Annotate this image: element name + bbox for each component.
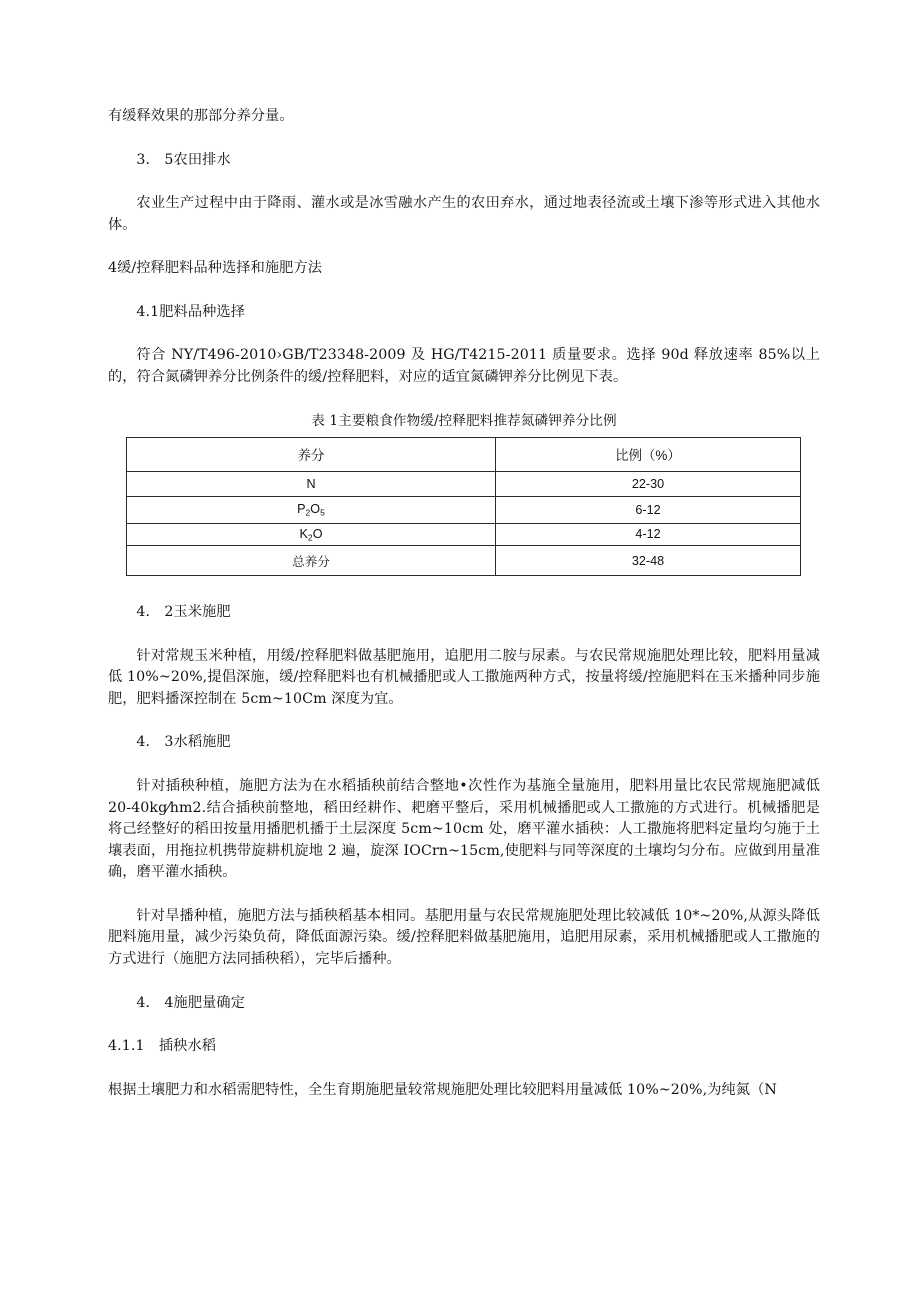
table-row: [127, 523, 801, 545]
table-header-nutrient: 养分: [127, 438, 496, 472]
paragraph-farmland-drainage: 农业生产过程中由于降雨、灌水或是冰雪融水产生的农田弃水，通过地表径流或土壤下渗等形式进入其他水体。: [108, 195, 820, 233]
heading-4-4: 4． 4施肥量确定: [136, 994, 245, 1011]
cell-nutrient-total: 总养分: [127, 546, 496, 576]
table-header-ratio: 比例（%）: [496, 438, 801, 472]
cell-ratio-n: 22-30: [496, 472, 801, 497]
nutrient-ratio-table: [126, 437, 801, 576]
paragraph-dry-seeding-fertilization: 针对旱播种植，施肥方法与插秧稻基本相同。基肥用量与农民常规施肥处理比较减低 10*~20%,从源头降低肥料施用量，减少污染负荷，降低面源污染。缓/控释肥料做基肥施用，追肥用尿素，采用机械播肥或人工撒施的方式进行（施肥方法同插秧稻），完毕后播种。: [108, 907, 820, 967]
paragraph-rice-transplant-fertilization: 针对插秧种植，施肥方法为在水稻插秧前结合整地•次性作为基施全量施用，肥料用量比农民常规施肥减低 20-40kg⁄hm2.结合插秧前整地，稻田经耕作、耙磨平整后，采用机械播肥或人工撒施的方式进行。机械播肥是将己经整好的稻田按量用播肥机播于土层深度 5cm~10cm 处，磨平灌水插秧：人工撒施将肥料定量均匀施于土壤表面，用拖拉机携带旋耕机旋地 2 遍，旋深 IOCrn~15cm,使肥料与同等深度的土壤均匀分布。应做到用量准确，磨平灌水插秧。: [108, 777, 820, 881]
paragraph-transplanted-rice-amount: 根据土壤肥力和水稻需肥特性，全生育期施肥量较常规施肥处理比较肥料用量减低 10%~20%,为纯氮（N: [108, 1081, 777, 1098]
opening-paragraph: 有缓释效果的那部分养分量。: [108, 108, 294, 124]
paragraph-fertilizer-selection: 符合 NY/T496-2010›GB/T23348-2009 及 HG/T4215-2011 质量要求。选择 90d 释放速率 85%以上的，符合氮磷钾养分比例条件的缓/控释肥料，对应的适宜氮磷钾养分比例见下表。: [108, 347, 820, 386]
table-header-row: [127, 438, 801, 472]
table-block: [108, 411, 820, 576]
heading-4-1-1: 4.1.1 插秧水稻: [108, 1038, 217, 1055]
table-row: [127, 546, 801, 576]
cell-ratio-p2o5: 6-12: [496, 497, 801, 523]
cell-nutrient-p2o5: $P_2O_5$: [127, 497, 496, 523]
cell-ratio-k2o: 4-12: [496, 523, 801, 545]
cell-ratio-total: 32-48: [496, 546, 801, 576]
heading-4-2: 4． 2玉米施肥: [136, 604, 231, 621]
table-row: [127, 497, 801, 523]
cell-nutrient-n: N: [127, 472, 496, 497]
heading-4-3: 4． 3水稻施肥: [136, 734, 231, 751]
table-caption: 表 1主要粮食作物缓/控释肥料推荐氮磷钾养分比例: [311, 412, 617, 429]
heading-4: 4缓/控释肥料品种选择和施肥方法: [108, 260, 323, 277]
cell-nutrient-k2o: $K_2O$: [127, 523, 496, 545]
table-row: [127, 472, 801, 497]
paragraph-corn-fertilization: 针对常规玉米种植，用缓/控释肥料做基肥施用，追肥用二胺与尿素。与农民常规施肥处理比较，肥料用量减低 10%~20%,提倡深施，缓/控释肥料也有机械播肥或人工撒施两种方式，按量将缓/控施肥料在玉米播种同步施肥，肥料播深控制在 5cm~10Cm 深度为宜。: [108, 647, 820, 707]
heading-3-5: 3． 5农田排水: [136, 151, 231, 168]
heading-4-1: 4.1肥料品种选择: [136, 303, 245, 320]
document-content: [108, 106, 820, 1123]
